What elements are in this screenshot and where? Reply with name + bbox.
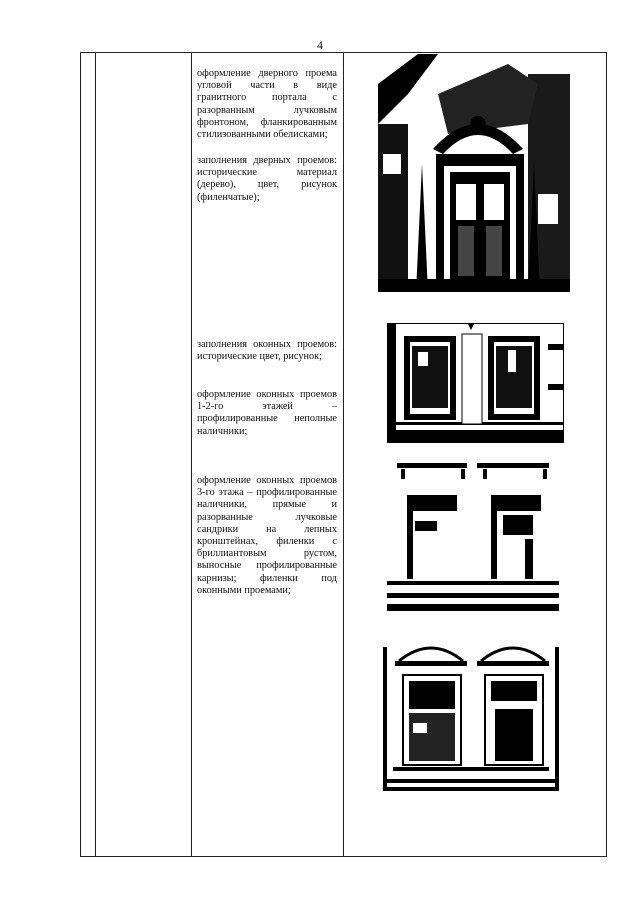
text-door-portal: оформление дверного проема угловой части в виде гранитного портала с разорванным лучковым фронтоном, фланкированным стилизованными обелисками; bbox=[197, 68, 337, 141]
column-divider bbox=[343, 53, 344, 856]
photo-window-fill bbox=[387, 323, 564, 443]
column-divider bbox=[191, 53, 192, 856]
column-divider bbox=[95, 53, 96, 856]
photo-window-floor3-detail bbox=[387, 459, 559, 611]
text-window-floor-3: оформление оконных проемов 3-го этажа – профилированные наличники, прямые и разорванные лучковые сандрики на лепных кронштейнах, филенки с бриллиантовым рустом, выносные профилированные карнизы; филенки под оконными проемами; bbox=[197, 475, 337, 596]
text-door-fill: заполнения дверных проемов: исторические материал (дерево), цвет, рисунок (филенчатые); bbox=[197, 155, 337, 203]
photo-door-portal bbox=[378, 54, 570, 292]
content-table bbox=[80, 52, 607, 857]
page-number: 4 bbox=[317, 38, 323, 52]
photo-window-floor3-facade bbox=[383, 633, 559, 791]
text-window-fill: заполнения оконных проемов: исторические цвет, рисунок; bbox=[197, 339, 337, 363]
text-window-floors-1-2: оформление оконных проемов 1-2-го этажей – профилированные неполные наличники; bbox=[197, 389, 337, 437]
